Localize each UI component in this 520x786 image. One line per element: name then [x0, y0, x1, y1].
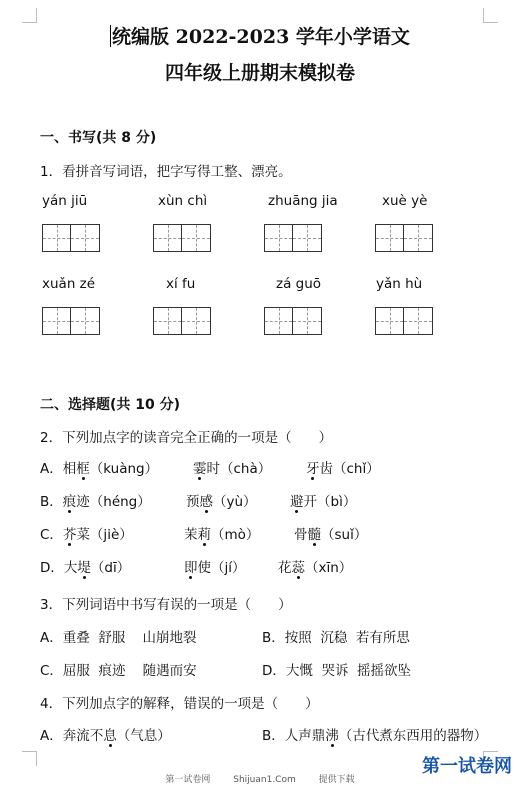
option-b: B．痕迹（héng） [40, 490, 151, 510]
section-1-heading: 一、书写(共 8 分) [40, 130, 157, 146]
option-c-word-2: 茉莉（mò） [184, 523, 259, 543]
question-3: 3．下列词语中书写有误的一项是（ ） [40, 597, 292, 613]
option-a-word-3: 牙齿（chǐ） [306, 457, 380, 477]
writing-box[interactable] [42, 307, 100, 335]
writing-box[interactable] [375, 307, 433, 335]
option-c-word-3: 骨髓（suǐ） [294, 523, 367, 543]
writing-box[interactable] [153, 224, 211, 252]
pinyin: zá guō [276, 276, 322, 292]
crop-mark-top-right [483, 8, 498, 23]
option-a-word-2: 霎时（chà） [193, 457, 271, 477]
option-b: B．按照 沉稳 若有所思 [262, 630, 410, 646]
option-d-word-3: 花蕊（xīn） [278, 556, 352, 576]
footer-site-url: Shijuan1.Com [233, 775, 296, 785]
option-c: C．屈服 痕迹 随遇而安 [40, 663, 197, 679]
option-c: C．芥菜（jiè） [40, 523, 133, 543]
writing-box[interactable] [375, 224, 433, 252]
writing-box[interactable] [42, 224, 100, 252]
watermark-logo: 第一试卷网 [422, 756, 512, 777]
option-a: A．重叠 舒服 山崩地裂 [40, 630, 197, 646]
page-subtitle: 四年级上册期末模拟卷 [164, 62, 355, 84]
pinyin: xuǎn zé [42, 276, 96, 292]
crop-mark-bottom-left [22, 751, 37, 766]
writing-box[interactable] [264, 224, 322, 252]
option-b-word-2: 预感（yù） [186, 490, 257, 510]
pinyin: zhuāng jia [268, 193, 338, 209]
text-cursor [110, 25, 111, 47]
writing-box[interactable] [264, 307, 322, 335]
option-b: B．人声鼎沸（古代煮东西用的器物） [262, 724, 487, 744]
title-text: 统编版 2022-2023 学年小学语文 [112, 26, 410, 48]
option-a: A．奔流不息（气息） [40, 724, 171, 744]
pinyin: xùn chì [158, 193, 208, 209]
question-2: 2．下列加点字的读音完全正确的一项是（ ） [40, 430, 333, 446]
option-b-word-3: 避开（bì） [290, 490, 356, 510]
footer-download: 提供下载 [318, 775, 355, 785]
writing-box[interactable] [153, 307, 211, 335]
pinyin: yán jiū [42, 193, 88, 209]
option-a: A．相框（kuàng） [40, 457, 158, 477]
question-4: 4．下列加点字的解释，错误的一项是（ ） [40, 696, 319, 712]
pinyin: xí fu [166, 276, 196, 292]
option-d-word-2: 即使（jí） [184, 556, 246, 576]
crop-mark-top-left [22, 8, 37, 23]
footer-site-name: 第一试卷网 [165, 775, 211, 785]
question-1: 1．看拼音写词语，把字写得工整、漂亮。 [40, 164, 292, 180]
pinyin: yǎn hù [376, 276, 423, 292]
section-2-heading: 二、选择题(共 10 分) [40, 397, 181, 413]
pinyin: xuè yè [382, 193, 428, 209]
option-d: D．大堤（dī） [40, 556, 130, 576]
option-d: D．大慨 哭诉 摇摇欲坠 [262, 663, 412, 679]
page-title [0, 22, 520, 49]
